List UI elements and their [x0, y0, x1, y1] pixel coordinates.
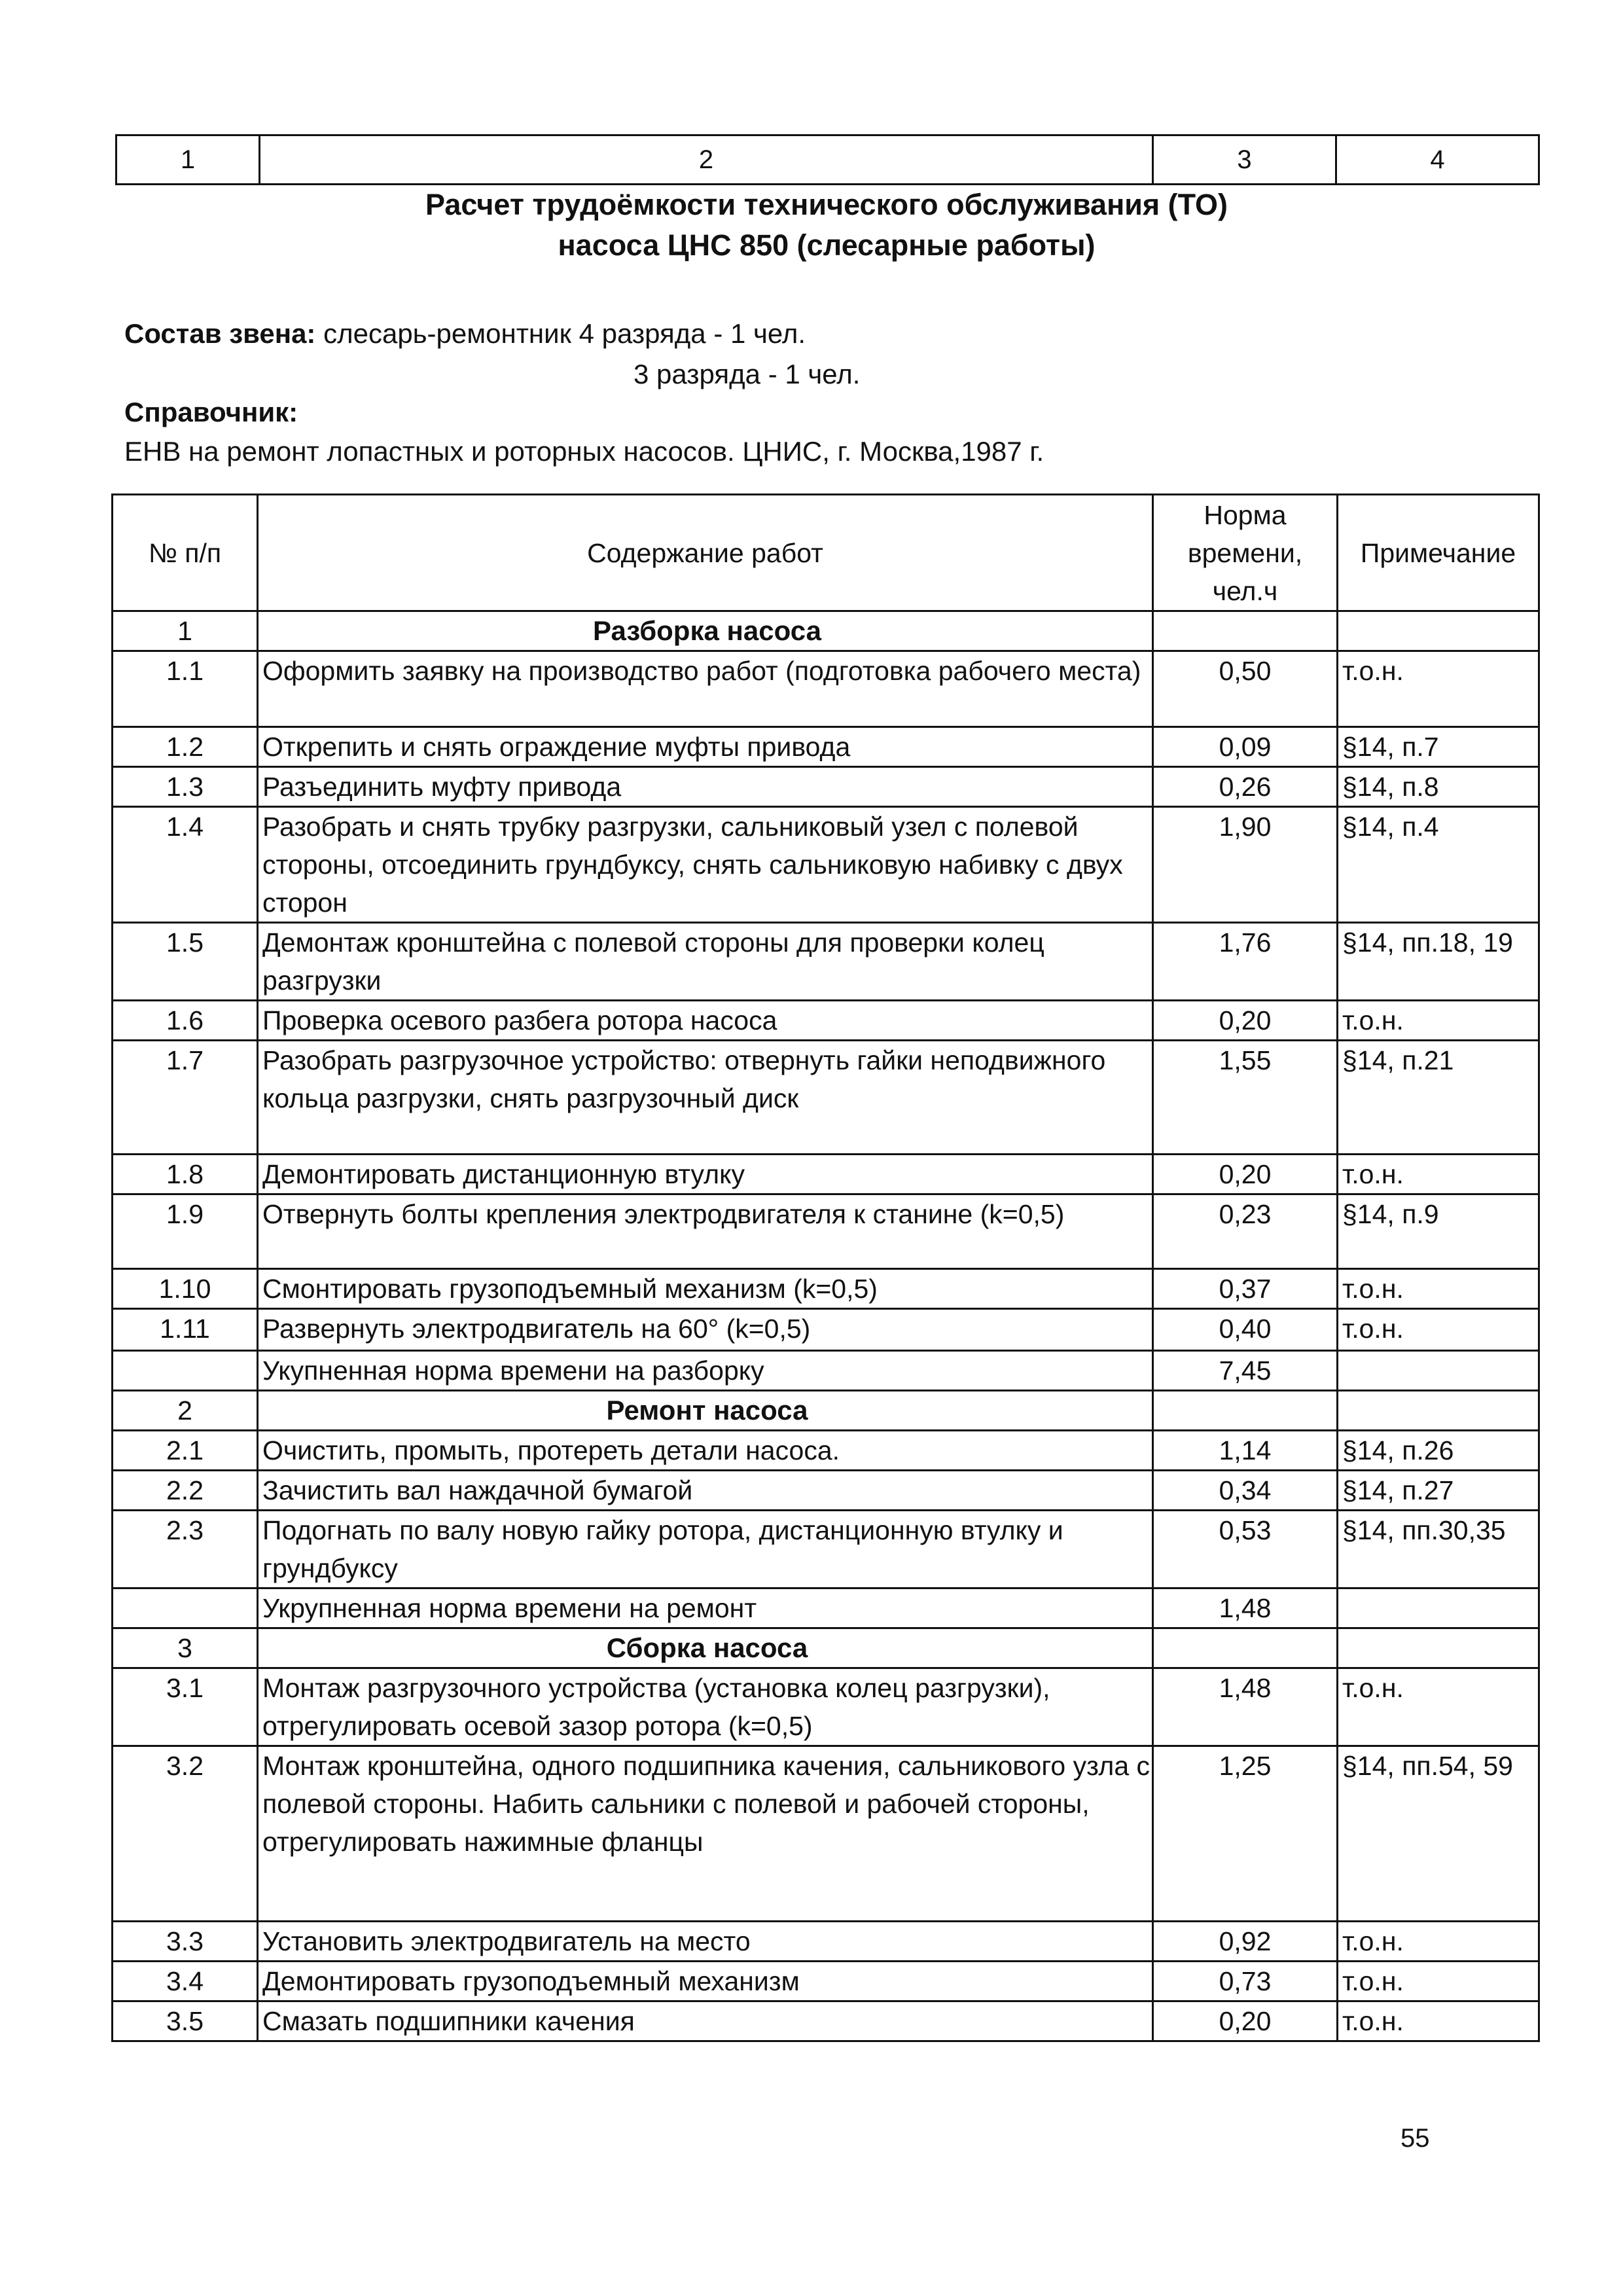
reference-label: [124, 397, 298, 428]
table-header-row: [113, 495, 1539, 611]
row-content: Оформить заявку на производство работ (подготовка рабочего места): [258, 651, 1153, 727]
row-note: §14, п.21: [1338, 1041, 1539, 1155]
table-row: [113, 727, 1539, 767]
row-content: Разобрать и снять трубку разгрузки, сальниковый узел с полевой стороны, отсоединить грундбуксу, снять сальниковую набивку с двух сторон: [258, 807, 1153, 923]
row-number: 1.2: [113, 727, 258, 767]
row-note: т.о.н.: [1338, 1269, 1539, 1309]
table-row: [113, 1309, 1539, 1351]
row-content: Монтаж кронштейна, одного подшипника качения, сальникового узла с полевой стороны. Набить сальники с полевой и рабочей стороны, отрегулировать нажимные фланцы: [258, 1746, 1153, 1922]
row-note: т.о.н.: [1338, 1001, 1539, 1041]
row-number: 3.1: [113, 1668, 258, 1746]
table-row: [113, 807, 1539, 923]
row-number: 3.2: [113, 1746, 258, 1922]
table-row: [113, 2001, 1539, 2041]
row-content: Зачистить вал наждачной бумагой: [258, 1471, 1153, 1511]
table-row: [113, 1041, 1539, 1155]
table-row: [113, 1351, 1539, 1391]
row-content: Отвернуть болты крепления электродвигателя к станине (k=0,5): [258, 1194, 1153, 1269]
reference-label-text: Справочник:: [124, 397, 298, 427]
row-content: Сборка насоса: [258, 1628, 1153, 1668]
row-number: 1.6: [113, 1001, 258, 1041]
row-norm: 0,34: [1153, 1471, 1338, 1511]
table-row: [113, 1194, 1539, 1269]
table-row: [113, 1001, 1539, 1041]
row-number: [113, 1351, 258, 1391]
section-row: [113, 1628, 1539, 1668]
row-number: 1.3: [113, 767, 258, 807]
header-norm: Норма времени, чел.ч: [1153, 495, 1338, 611]
row-content: Демонтировать дистанционную втулку: [258, 1155, 1153, 1194]
table-row: [113, 1962, 1539, 2001]
title-line-2: насоса ЦНС 850 (слесарные работы): [558, 228, 1096, 262]
header-num: № п/п: [113, 495, 258, 611]
row-number: 2.2: [113, 1471, 258, 1511]
reference-text: ЕНВ на ремонт лопастных и роторных насосов. ЦНИС, г. Москва,1987 г.: [124, 436, 1044, 467]
table-row: [113, 1511, 1539, 1588]
row-content: Демонтировать грузоподъемный механизм: [258, 1962, 1153, 2001]
row-number: 1.1: [113, 651, 258, 727]
section-row: [113, 611, 1539, 651]
row-note: [1338, 1351, 1539, 1391]
row-note: §14, п.27: [1338, 1471, 1539, 1511]
row-note: §14, пп.30,35: [1338, 1511, 1539, 1588]
row-content: Открепить и снять ограждение муфты привода: [258, 727, 1153, 767]
row-note: т.о.н.: [1338, 1922, 1539, 1962]
table-row: [113, 767, 1539, 807]
row-content: Укрупненная норма времени на ремонт: [258, 1588, 1153, 1628]
row-note: [1338, 1391, 1539, 1431]
row-norm: 0,23: [1153, 1194, 1338, 1269]
table-row: [113, 1668, 1539, 1746]
row-norm: [1153, 611, 1338, 651]
page-number: 55: [1400, 2124, 1430, 2153]
row-content: Подогнать по валу новую гайку ротора, дистанционную втулку и грундбуксу: [258, 1511, 1153, 1588]
row-content: Развернуть электродвигатель на 60° (k=0,5): [258, 1309, 1153, 1351]
header-note: Примечание: [1338, 495, 1539, 611]
row-norm: 1,14: [1153, 1431, 1338, 1471]
table-row: [113, 1155, 1539, 1194]
row-note: §14, пп.18, 19: [1338, 923, 1539, 1001]
document-title: [115, 185, 1538, 266]
row-norm: 0,40: [1153, 1309, 1338, 1351]
row-content: Смазать подшипники качения: [258, 2001, 1153, 2041]
row-note: [1338, 611, 1539, 651]
row-note: §14, п.7: [1338, 727, 1539, 767]
crew-text-1: слесарь-ремонтник 4 разряда - 1 чел.: [323, 318, 806, 349]
row-norm: 1,55: [1153, 1041, 1338, 1155]
row-number: 1.10: [113, 1269, 258, 1309]
row-note: т.о.н.: [1338, 1962, 1539, 2001]
row-number: 3: [113, 1628, 258, 1668]
crew-text-2: 3 разряда - 1 чел.: [633, 359, 861, 389]
column-number: 3: [1153, 135, 1336, 185]
row-number: 3.3: [113, 1922, 258, 1962]
row-content: Разъединить муфту привода: [258, 767, 1153, 807]
row-number: 1.5: [113, 923, 258, 1001]
row-norm: [1153, 1628, 1338, 1668]
header-content: Содержание работ: [258, 495, 1153, 611]
column-number: 1: [116, 135, 260, 185]
table-row: [113, 1471, 1539, 1511]
row-content: Проверка осевого разбега ротора насоса: [258, 1001, 1153, 1041]
table-row: [113, 1588, 1539, 1628]
row-norm: 0,26: [1153, 767, 1338, 807]
row-content: Разобрать разгрузочное устройство: отвернуть гайки неподвижного кольца разгрузки, снять разгрузочный диск: [258, 1041, 1153, 1155]
row-number: [113, 1588, 258, 1628]
section-row: [113, 1391, 1539, 1431]
row-number: 2: [113, 1391, 258, 1431]
works-table: [111, 493, 1540, 2042]
row-norm: 1,90: [1153, 807, 1338, 923]
table-row: [113, 651, 1539, 727]
table-body: [113, 611, 1539, 2041]
row-number: 1.4: [113, 807, 258, 923]
row-note: т.о.н.: [1338, 1668, 1539, 1746]
row-note: т.о.н.: [1338, 2001, 1539, 2041]
row-note: §14, п.4: [1338, 807, 1539, 923]
row-norm: 0,20: [1153, 2001, 1338, 2041]
row-note: [1338, 1628, 1539, 1668]
row-content: Ремонт насоса: [258, 1391, 1153, 1431]
table-row: [113, 1746, 1539, 1922]
row-number: 1.8: [113, 1155, 258, 1194]
column-number: 4: [1336, 135, 1539, 185]
row-number: 3.4: [113, 1962, 258, 2001]
row-note: [1338, 1588, 1539, 1628]
row-content: Установить электродвигатель на место: [258, 1922, 1153, 1962]
row-number: 1: [113, 611, 258, 651]
row-note: т.о.н.: [1338, 1309, 1539, 1351]
column-number: 2: [260, 135, 1153, 185]
row-number: 1.9: [113, 1194, 258, 1269]
row-norm: 0,37: [1153, 1269, 1338, 1309]
column-number-header: [115, 134, 1540, 185]
row-content: Смонтировать грузоподъемный механизм (k=0,5): [258, 1269, 1153, 1309]
row-note: т.о.н.: [1338, 651, 1539, 727]
row-norm: 1,76: [1153, 923, 1338, 1001]
row-number: 1.7: [113, 1041, 258, 1155]
row-norm: 1,25: [1153, 1746, 1338, 1922]
row-number: 2.3: [113, 1511, 258, 1588]
row-norm: 1,48: [1153, 1588, 1338, 1628]
row-norm: 0,92: [1153, 1922, 1338, 1962]
row-norm: 0,53: [1153, 1511, 1338, 1588]
row-content: Демонтаж кронштейна с полевой стороны для проверки колец разгрузки: [258, 923, 1153, 1001]
row-norm: 0,09: [1153, 727, 1338, 767]
row-content: Разборка насоса: [258, 611, 1153, 651]
row-number: 2.1: [113, 1431, 258, 1471]
row-norm: 0,20: [1153, 1155, 1338, 1194]
table-row: [113, 1269, 1539, 1309]
row-norm: 0,73: [1153, 1962, 1338, 2001]
row-number: 3.5: [113, 2001, 258, 2041]
row-number: 1.11: [113, 1309, 258, 1351]
table-row: [113, 1922, 1539, 1962]
row-norm: 0,50: [1153, 651, 1338, 727]
table-row: [113, 1431, 1539, 1471]
row-norm: 0,20: [1153, 1001, 1338, 1041]
row-note: §14, п.8: [1338, 767, 1539, 807]
row-note: §14, пп.54, 59: [1338, 1746, 1539, 1922]
row-content: Укупненная норма времени на разборку: [258, 1351, 1153, 1391]
crew-label: Состав звена:: [124, 318, 316, 349]
row-norm: 7,45: [1153, 1351, 1338, 1391]
row-norm: [1153, 1391, 1338, 1431]
crew-line-1: [124, 318, 806, 350]
title-line-1: Расчет трудоёмкости технического обслуживания (ТО): [425, 188, 1228, 221]
row-norm: 1,48: [1153, 1668, 1338, 1746]
row-note: т.о.н.: [1338, 1155, 1539, 1194]
row-content: Монтаж разгрузочного устройства (установка колец разгрузки), отрегулировать осевой зазор ротора (k=0,5): [258, 1668, 1153, 1746]
row-note: §14, п.26: [1338, 1431, 1539, 1471]
row-note: §14, п.9: [1338, 1194, 1539, 1269]
row-content: Очистить, промыть, протереть детали насоса.: [258, 1431, 1153, 1471]
table-row: [113, 923, 1539, 1001]
